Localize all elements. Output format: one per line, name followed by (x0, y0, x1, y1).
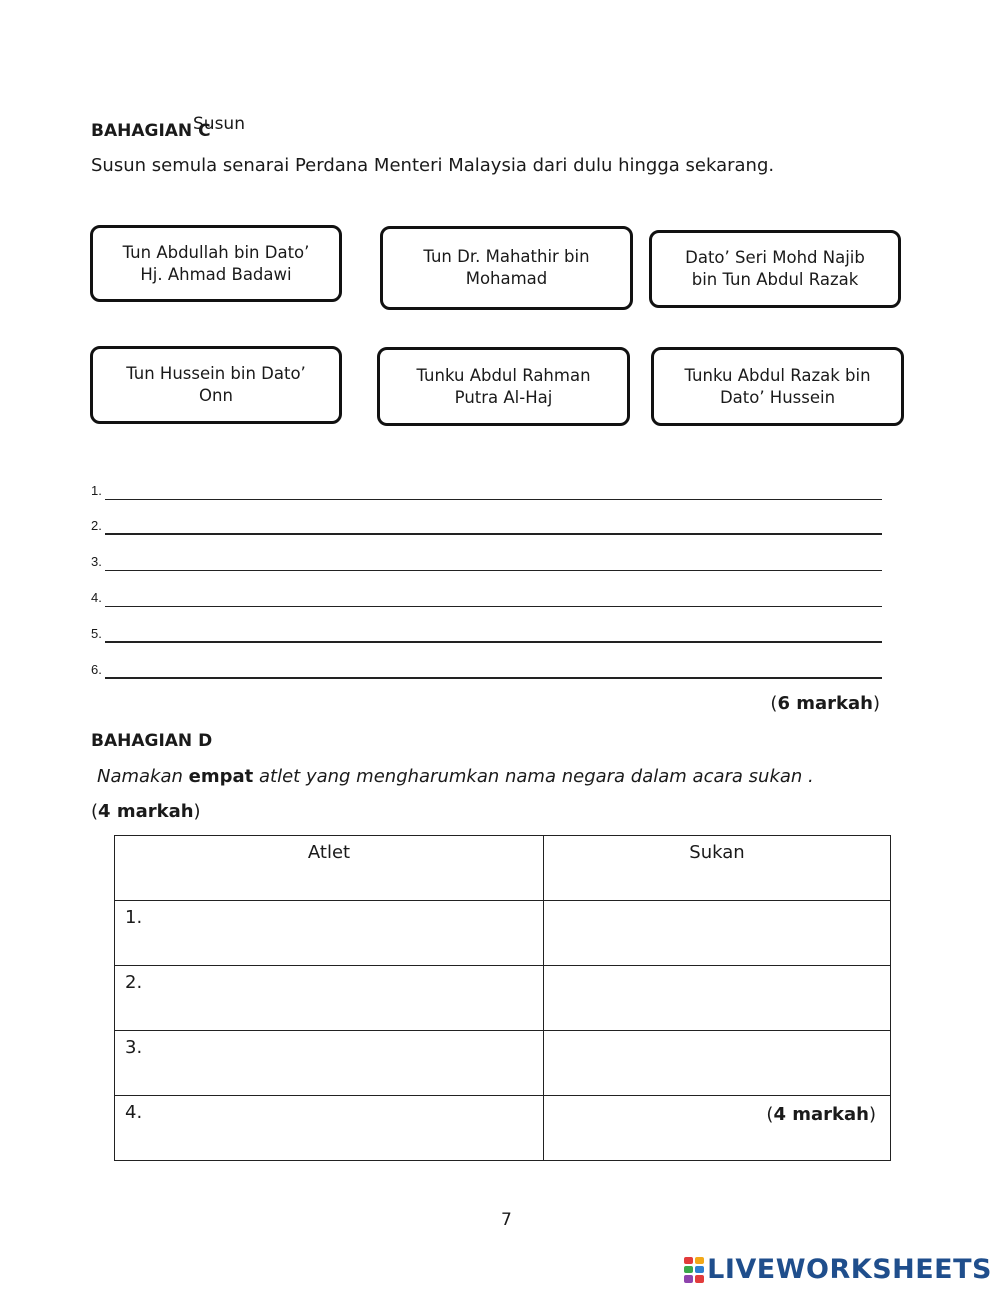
table-header-row (115, 836, 891, 901)
section-c-overlay-word: Susun (193, 114, 245, 134)
sport-cell[interactable] (544, 966, 891, 1031)
answer-line-input[interactable] (105, 621, 882, 643)
sport-cell[interactable] (544, 1031, 891, 1096)
liveworksheets-logo-icon (684, 1257, 704, 1283)
answer-line-input[interactable] (105, 550, 882, 571)
liveworksheets-logo (684, 1254, 992, 1285)
athlete-cell[interactable]: 3. (115, 1031, 544, 1096)
answer-line-number: 6. (91, 662, 102, 677)
answer-line-row (91, 657, 882, 679)
answer-line-input[interactable] (105, 479, 882, 500)
page-number: 7 (501, 1210, 512, 1230)
answer-line-row (91, 478, 882, 500)
table-header-atlet: Atlet (115, 836, 544, 901)
athlete-cell[interactable]: 1. (115, 901, 544, 966)
name-card[interactable]: Tun Dr. Mahathir bin Mohamad (380, 226, 633, 310)
table-row (115, 901, 891, 966)
athlete-cell[interactable]: 4. (115, 1096, 544, 1161)
answer-line-row (91, 621, 882, 643)
name-card[interactable]: Tunku Abdul Razak bin Dato’ Hussein (651, 347, 904, 426)
section-d-instruction: Namakan empat atlet yang mengharumkan nama negara dalam acara sukan . (97, 766, 814, 787)
sport-cell[interactable] (544, 901, 891, 966)
answer-line-row (91, 549, 882, 571)
name-card[interactable]: Dato’ Seri Mohd Najib bin Tun Abdul Razak (649, 230, 901, 308)
table-row (115, 966, 891, 1031)
answer-line-number: 1. (91, 483, 102, 498)
answer-line-row (91, 513, 882, 535)
name-card[interactable]: Tun Abdullah bin Dato’ Hj. Ahmad Badawi (90, 225, 342, 302)
section-d-marks-top: (4 markah) (91, 801, 201, 822)
table-header-sukan: Sukan (544, 836, 891, 901)
answer-line-number: 2. (91, 518, 102, 533)
answer-line-input[interactable] (105, 657, 882, 679)
answer-line-number: 3. (91, 554, 102, 569)
section-c-marks: (6 markah) (770, 693, 880, 714)
section-d-marks-bottom: (4 markah) (766, 1104, 876, 1125)
name-card[interactable]: Tun Hussein bin Dato’ Onn (90, 346, 342, 424)
athlete-cell[interactable]: 2. (115, 966, 544, 1031)
answer-line-input[interactable] (105, 513, 882, 535)
answer-line-number: 5. (91, 626, 102, 641)
section-c-title: BAHAGIAN C (91, 121, 211, 141)
answer-line-input[interactable] (105, 586, 882, 607)
name-card[interactable]: Tunku Abdul Rahman Putra Al-Haj (377, 347, 630, 426)
liveworksheets-brand-text: LIVEWORKSHEETS (707, 1254, 992, 1285)
answer-line-number: 4. (91, 590, 102, 605)
section-c-instruction: Susun semula senarai Perdana Menteri Malaysia dari dulu hingga sekarang. (91, 155, 775, 176)
section-d-title: BAHAGIAN D (91, 731, 213, 751)
table-row (115, 1031, 891, 1096)
answer-line-row (91, 585, 882, 607)
